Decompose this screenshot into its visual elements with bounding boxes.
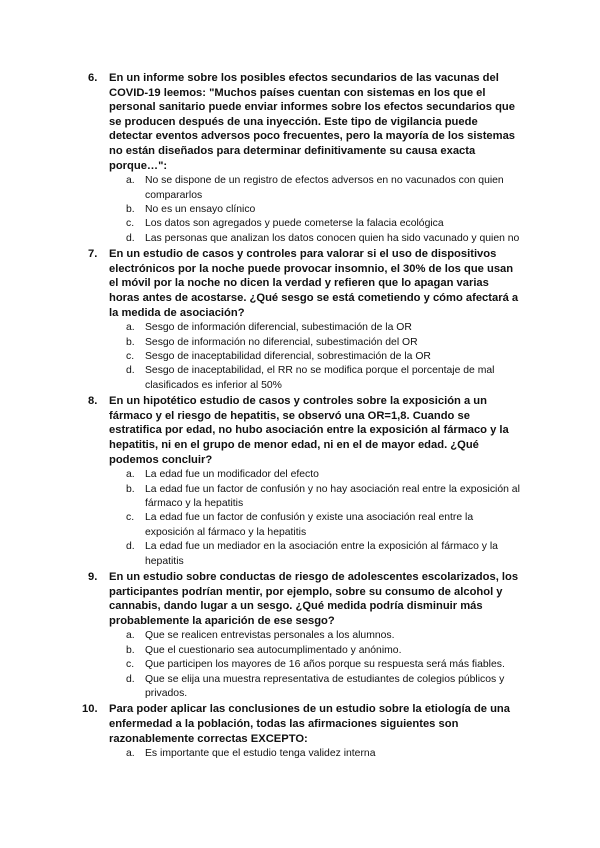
- option-label: a.: [126, 630, 135, 642]
- option-label: c.: [126, 512, 135, 524]
- option-label: b.: [126, 483, 135, 495]
- option-text: No se dispone de un registro de efectos adversos en no vacunados con quien compararlos: [145, 175, 504, 201]
- option-list: [109, 629, 520, 701]
- option-list: [109, 321, 520, 393]
- option-c: [109, 217, 520, 231]
- option-label: a.: [126, 175, 135, 187]
- option-text: Sesgo de inaceptabilidad, el RR no se modifica porque el porcentaje de mal clasificados es inferior al 50%: [145, 365, 495, 391]
- option-list: [109, 747, 520, 761]
- option-a: [109, 321, 520, 335]
- option-label: b.: [126, 203, 135, 215]
- option-d: [109, 364, 520, 393]
- option-text: Es importante que el estudio tenga validez interna: [145, 748, 376, 760]
- option-b: [109, 644, 520, 658]
- option-a: [109, 468, 520, 482]
- question-number: 8.: [88, 395, 98, 408]
- option-text: La edad fue un factor de confusión y existe una asociación real entre la exposición al fármaco y la hepatitis: [145, 512, 474, 538]
- option-text: Que se elija una muestra representativa de estudiantes de colegios públicos y privados.: [145, 673, 505, 699]
- option-b: [109, 336, 520, 350]
- option-c: [109, 350, 520, 364]
- question-text: En un hipotético estudio de casos y controles sobre la exposición a un fármaco y el riesgo de hepatitis, se observó una OR=1,8. Cuando se estratifica por edad, no hubo asociación entre la exposición al fármaco y la hepatitis, ni en el grupo de menor edad, ni en el de mayor edad. ¿Qué podemos concluir?: [109, 395, 509, 466]
- question-7: [88, 247, 520, 393]
- option-text: Que el cuestionario sea autocumplimentado y anónimo.: [145, 644, 402, 656]
- question-number: 7.: [88, 248, 98, 261]
- option-text: Las personas que analizan los datos conocen quien ha sido vacunado y quien no: [145, 232, 520, 244]
- option-b: [109, 483, 520, 512]
- question-text: En un informe sobre los posibles efectos secundarios de las vacunas del COVID-19 leemos: "Muchos países cuentan con sistemas en los que el personal sanitario puede enviar informes sobre los efectos secundarios que se producen después de una inyección. Este tipo de vigilancia puede detectar eventos adversos poco frecuentes, pero la mayoría de los sistemas no están diseñados para determinar definitivamente su causa exacta porque…":: [109, 72, 516, 172]
- option-text: Que participen los mayores de 16 años porque su respuesta será más fiables.: [145, 659, 505, 671]
- option-text: Sesgo de inaceptabilidad diferencial, sobrestimación de la OR: [145, 350, 431, 362]
- option-label: c.: [126, 218, 135, 230]
- option-list: [109, 468, 520, 569]
- question-text: En un estudio de casos y controles para valorar si el uso de dispositivos electrónicos por la noche puede provocar insomnio, el 30% de los que usan el móvil por la noche no dicen la verdad y refieren que lo apagan varias horas antes de acostarse. ¿Qué sesgo se está cometiendo y cómo afectará a la medida de asociación?: [109, 248, 519, 319]
- question-number: 6.: [88, 72, 98, 84]
- option-text: Sesgo de información no diferencial, subestimación del OR: [145, 336, 418, 348]
- option-d: [109, 232, 520, 246]
- option-text: La edad fue un mediador en la asociación entre la exposición al fármaco y la hepatitis: [145, 541, 498, 567]
- option-text: Sesgo de información diferencial, subestimación de la OR: [145, 322, 412, 334]
- option-a: [109, 629, 520, 643]
- option-b: [109, 203, 520, 217]
- option-d: [109, 540, 520, 569]
- option-text: La edad fue un factor de confusión y no hay asociación real entre la exposición al fármaco y la hepatitis: [145, 483, 520, 509]
- option-label: c.: [126, 350, 135, 362]
- question-6: [88, 71, 520, 246]
- option-c: [109, 658, 520, 672]
- option-d: [109, 673, 520, 702]
- question-10: [82, 702, 520, 761]
- option-label: d.: [126, 232, 135, 244]
- option-c: [109, 511, 520, 540]
- option-label: d.: [126, 541, 135, 553]
- option-label: c.: [126, 659, 135, 671]
- option-text: La edad fue un modificador del efecto: [145, 469, 319, 481]
- option-a: [109, 174, 520, 203]
- option-label: d.: [126, 673, 135, 685]
- option-text: Que se realicen entrevistas personales a los alumnos.: [145, 630, 395, 642]
- question-text: En un estudio sobre conductas de riesgo de adolescentes escolarizados, los participantes podrían mentir, por ejemplo, sobre su consumo de alcohol y cannabis, dando lugar a un sesgo. ¿Qué medida podría disminuir más probablemente la aparición de ese sesgo?: [109, 571, 519, 627]
- question-number: 10.: [82, 703, 98, 716]
- question-9: [88, 570, 520, 701]
- question-text: Para poder aplicar las conclusiones de un estudio sobre la etiología de una enfermedad a la población, todas las afirmaciones siguientes son razonablemente correctas EXCEPTO:: [109, 703, 510, 745]
- option-label: a.: [126, 322, 135, 334]
- option-label: a.: [126, 748, 135, 760]
- option-label: d.: [126, 365, 135, 377]
- option-label: b.: [126, 644, 135, 656]
- option-a: [109, 747, 520, 761]
- question-list: [82, 71, 520, 762]
- option-label: a.: [126, 469, 135, 481]
- question-8: [88, 394, 520, 569]
- option-list: [109, 174, 520, 246]
- option-text: No es un ensayo clínico: [145, 203, 256, 215]
- option-label: b.: [126, 336, 135, 348]
- option-text: Los datos son agregados y puede cometerse la falacia ecológica: [145, 218, 444, 230]
- question-number: 9.: [88, 571, 98, 583]
